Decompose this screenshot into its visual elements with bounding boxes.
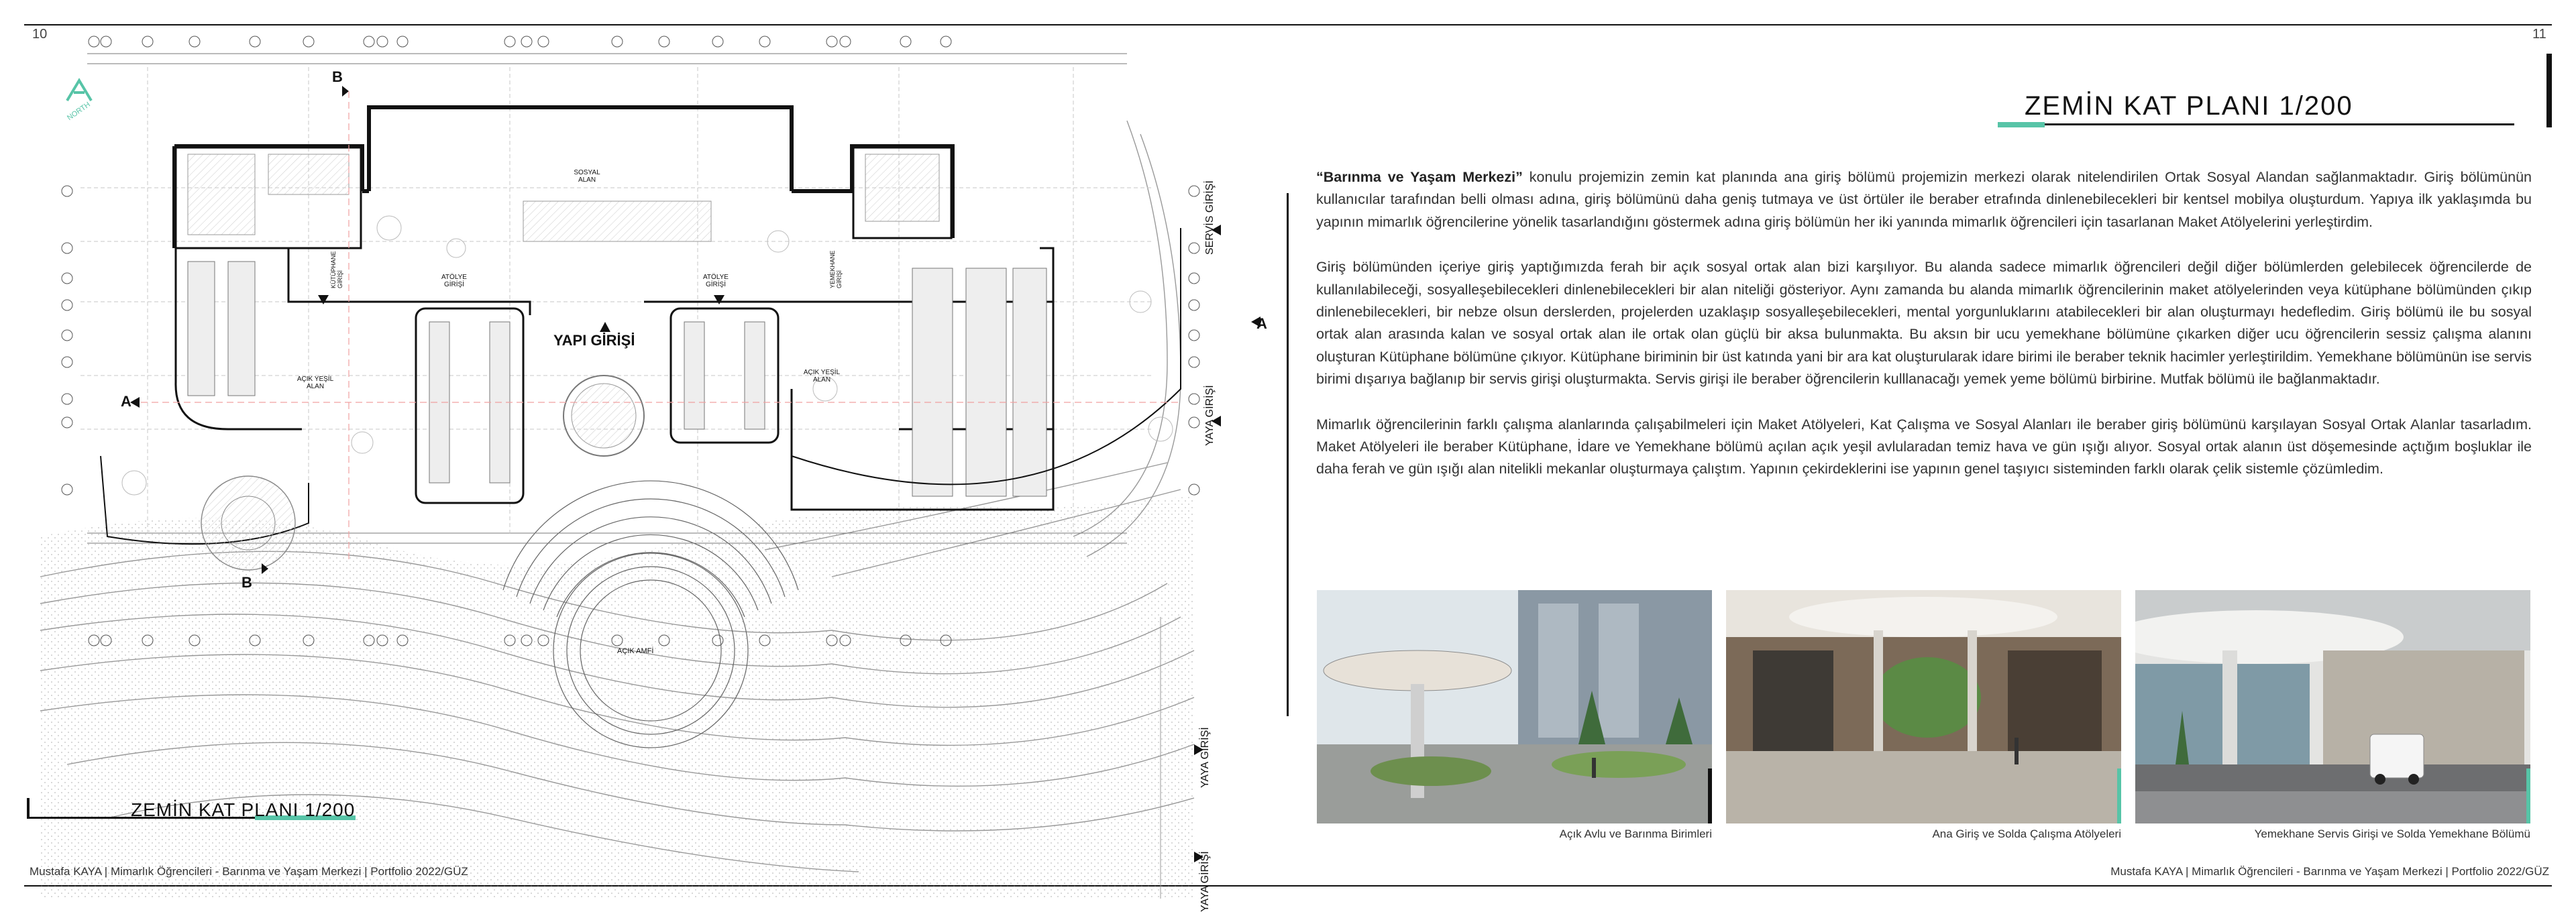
paragraph-1	[1316, 166, 2532, 233]
photo-1-edge	[1708, 768, 1712, 823]
photo-3-accent	[2526, 768, 2530, 823]
frame-top	[24, 24, 2552, 25]
page-title: ZEMİN KAT PLANI 1/200	[2025, 91, 2353, 121]
paragraph-2-text: Giriş bölümünden içeriye giriş yaptığımızda ferah bir açık sosyal ortak alan bizi karşılıyor. Bu alanda sadece mimarlık öğrencileri değil diğer bölümlerden gelebilecek öğrencilerde de kullanılabileceği, sosyalleşebilecekleri dinlenebilecekleri bir alan niteliği gösteriyor. Aynı zamanda bu alanda mimarlık öğrencilerinin maket atölyelerinden veya kütüphane bölümünden çıkıp dinlenebilecekleri, bir nebze olsun derslerden, projelerden uzaklaşıp sosyalleşebilecekleri, mental yorgunluklarını atabilecekleri bir alan oluşturmayı hedefledim. Giriş bölümü ile bu sosyal ortak alan arasında kalan ve sosyal ortak alan ile ortak olan güçlü bir aksa bulunmakta. Bu aksın bir ucu yemekhane bölümüne çıkarken diğer ucu öğrencilerin sessiz çalışma alanını oluşturan Kütüphane bölümüne çıkıyor. Kütüphane biriminin bir üst katında yani bir ara kat oluşturularak idare birimi ile beraber teknik hacimler yerleştirildim. Yemekhane bölümünün ise servis birimi dışarıya bağlanıp bir servis girişi oluşturmakta. Servis girişi ile beraber öğrencilerin kulllanacağı yemek yeme bölümü birbirine. Mutfak bölümü ile bağlanmaktadır.	[1316, 259, 2532, 388]
title-underline	[2045, 123, 2514, 125]
pedestrian-entrance-label-2: YAYA GİRİŞİ	[1199, 727, 1211, 788]
render-photo-entrance	[1726, 590, 2121, 823]
photo-2-accent	[2117, 768, 2121, 823]
photo-2-caption: Ana Giriş ve Solda Çalışma Atölyeleri	[1932, 828, 2121, 840]
atelier-right-label: ATÖLYE GİRİŞİ	[703, 274, 729, 288]
section-a-left: A	[121, 393, 131, 410]
page-number-right: 11	[2532, 27, 2546, 42]
main-entrance-label: YAPI GİRİŞİ	[553, 332, 635, 349]
bottom-title-left-bar	[27, 798, 30, 817]
floor-plan-svg	[27, 27, 1275, 899]
paragraph-3-text: Mimarlık öğrencilerinin farklı çalışma alanlarında çalışabilmeleri için Maket Atölyeleri, Kat Çalışma ve Sosyal Alanları ile beraber giriş bölümünü karşılayan Sosyal Ortak Alanlar tasarladım. Maket Atölyeleri ile beraber Kütüphane, İdare ve Yemekhane bölümü açılan açık yeşil avlularadan temiz hava ve gün ışığı alıyor. Sosyal ortak alanın üst döşemesinde açtığım boşluklar ile daha ferah ve gün ışığı alan nitelikli mekanlar oluşturmaya çalıştım. Yapının çekirdeklerini ise yapının genel taşıyıcı sisteminden farklı olarak çelik sistemle çözümledim.	[1316, 416, 2532, 477]
column-divider	[1287, 193, 1289, 716]
title-accent-bar	[1998, 122, 2045, 127]
library-label: KÜTÜPHANE GİRİŞİ	[330, 251, 343, 288]
dining-label: YEMEKHANE GİRİŞİ	[829, 250, 843, 288]
section-a-right: A	[1256, 315, 1267, 332]
render-photo-courtyard	[1317, 590, 1712, 823]
social-area-label: SOSYAL ALAN	[574, 169, 600, 184]
amphi-label: AÇIK AMFİ	[617, 647, 654, 655]
paragraph-1-lead: “Barınma ve Yaşam Merkezi”	[1316, 169, 1523, 185]
photo-1-caption: Açık Avlu ve Barınma Birimleri	[1559, 828, 1712, 840]
footer-left: Mustafa KAYA | Mimarlık Öğrencileri - Barınma ve Yaşam Merkezi | Portfolio 2022/GÜZ	[30, 865, 468, 878]
paragraph-1-text: konulu projemizin zemin kat planında ana giriş bölümü projemizin merkezi olarak nitelendirilen Ortak Sosyal Alandan sağlanmaktadır. Giriş bölümünün kullanıcılar tarafından belli olması adına, giriş bölümünü daha geniş tutmaya ve üst örtüler ile beraber etrafında dinlenebilecekleri bir kentsel mobilya oluşturdum. Yapıya ilk yaklaşımda bu yapının mimarlık öğrencilerine yönelik tasarlandığını göstermek adına giriş bölümün her iki yanında mimarlık öğrencileri için tasarlanan Maket Atölyelerini yerleştirdim.	[1316, 169, 2532, 230]
body-text	[1316, 166, 2532, 504]
paragraph-3	[1316, 414, 2532, 481]
bottom-plan-title: ZEMİN KAT PLANI 1/200	[131, 799, 356, 820]
footer-right: Mustafa KAYA | Mimarlık Öğrencileri - Barınma ve Yaşam Merkezi | Portfolio 2022/GÜZ	[2110, 865, 2549, 878]
page-edge-bar	[2546, 54, 2552, 127]
page-number-left: 10	[32, 27, 48, 42]
green-area-right-label: AÇIK YEŞİL ALAN	[803, 369, 841, 384]
section-b-bottom: B	[241, 574, 252, 591]
paragraph-2	[1316, 256, 2532, 390]
floor-plan-drawing	[27, 27, 1275, 912]
pedestrian-entrance-label-3: YAYA GİRİŞİ	[1199, 851, 1211, 912]
north-label: NORTH	[66, 100, 92, 123]
service-entrance-label: SERVİS GİRİŞİ	[1204, 180, 1216, 255]
pedestrian-entrance-label: YAYA GİRİŞİ	[1204, 385, 1216, 446]
green-area-left-label: AÇIK YEŞİL ALAN	[297, 376, 334, 390]
north-arrow	[67, 80, 91, 101]
photo-3-caption: Yemekhane Servis Girişi ve Solda Yemekhane Bölümü	[2254, 828, 2530, 840]
atelier-left-label: ATÖLYE GİRİŞİ	[441, 274, 467, 288]
section-b-top: B	[332, 68, 343, 85]
render-photo-service	[2135, 590, 2530, 823]
